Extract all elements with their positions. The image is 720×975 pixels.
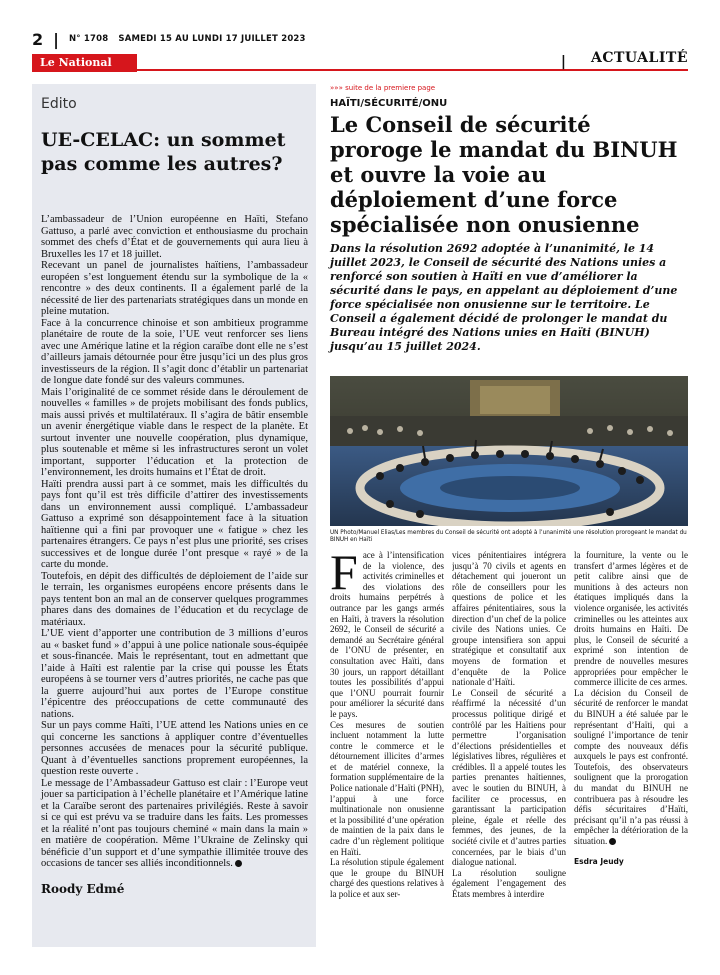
article-headline: Le Conseil de sécurité proroge le mandat du BINUH et ouvre la voie au déploiement d’une force spécialisée non onusienne: [330, 112, 678, 237]
issue-number: N° 1708: [68, 34, 109, 44]
section-label: ACTUALITÉ: [590, 50, 688, 66]
end-mark-icon: [235, 860, 242, 867]
brand-bar: [32, 50, 688, 72]
edito-paragraph: L’ambassadeur de l’Union européenne en Haïti, Stefano Gattuso, a parlé avec conviction et enthousiasme du prochain sommet des chefs d’État et de gouvernements qui aura lieu à Bruxelles les 17 et 18 juillet.: [41, 214, 308, 260]
red-rule: [137, 69, 688, 71]
article-column-2: [452, 550, 566, 948]
security-council-chamber-image: [330, 376, 688, 526]
article-paragraph: vices pénitentiaires intégrera jusqu’à 70 civils et agents en détachement qui joueront un rôle de conseillers pour les questions de police et les affaires pénitentiaires, sous la direction d’un chef de la police civile des Nations unies. Ce groupe intensifiera son appui stratégique et consultatif aux moyens de formation et d’enquête de la Police nationale d’Haïti.: [452, 550, 566, 688]
edito-paragraph-last: [41, 778, 308, 870]
page-header: [32, 30, 688, 48]
edito-kicker: Edito: [41, 96, 77, 112]
issue-date: SAMEDI 15 AU LUNDI 17 JUILLET 2023: [118, 34, 306, 44]
edito-body: [41, 214, 308, 870]
article-header: [330, 84, 688, 354]
edito-paragraph-text: Le message de l’Ambassadeur Gattuso est clair : l’Europe veut jouer sa participation à l’échelle planétaire et l’Amérique latine et la Caraïbe seront des partenaires privilégiés. Reste à savoir si ce qui est prévu va se traduire dans les faits. Les promesses et la réalité n’ont pas toujours cheminé « main dans la main » en matière de coopération. Même l’Ukraine de Zelinsky qui bénéficie d’un support et d’une sympathie illimitée trouve des occasions de tancer ses alliés inconditionnels.: [41, 777, 308, 869]
article-rubric: HAÏTI/SÉCURITÉ/ONU: [330, 98, 448, 109]
article-paragraph-last: [574, 688, 688, 847]
end-mark-icon: [609, 838, 616, 845]
edito-title: UE-CELAC: un sommet pas comme les autres?: [41, 129, 286, 175]
article-paragraph: ace à l’intensification de la violence, des activités criminelles et des violations des droits humains perpétrés à outrance par les gangs armés en Haïti, à travers la résolution 2692, le Conseil de sécurité a demandé au Secrétaire général de l’ONU de présenter, en consultation avec Haïti, dans 30 jours, un rapport détaillant toutes les possibilités d’appui que l’ONU pourrait fournir pour améliorer la sécurité dans le pays.: [330, 550, 444, 719]
edito-author: Roody Edmé: [41, 881, 125, 896]
article-paragraph: Ces mesures de soutien incluent notamment la lutte contre le commerce et le détournement illicites d’armes et de matériel connexe, la formation supplémentaire de la Police nationale d’Haïti (PNH), l’appui à une force multinationale non onusienne et la possibilité d’une opération de maintien de la paix dans le cadre d’un règlement politique en Haïti.: [330, 719, 444, 857]
edito-paragraph: Toutefois, en dépit des difficultés de déploiement de l’aide sur le terrain, les organismes européens encore présents dans le pays tentent bon an mal an de conserver quelques programmes phares dans des domaines de l’éducation et du recyclage de matériaux.: [41, 570, 308, 628]
edito-paragraph: Recevant un panel de journalistes haïtiens, l’ambassadeur européen s’est longuement étendu sur la symbolique de la « rencontre » des deux continents. Il a également parlé de la nécessité de lier des partenariats stratégiques dans un monde en pleine mutation.: [41, 260, 308, 317]
article-paragraph: La résolution souligne également l’engagement des États membres à interdire: [452, 867, 566, 899]
page-number: 2: [32, 29, 44, 49]
article-column-3: [574, 550, 688, 948]
article-paragraph: La résolution stipule également que le groupe du BINUH chargé des questions relatives à la police et aux ser-: [330, 857, 444, 899]
article-signature: Esdra Jeudy: [574, 856, 624, 866]
edito-box: [32, 84, 316, 947]
article-paragraph: la fourniture, la vente ou le transfert d’armes légères et de petit calibre ainsi que de munitions à des acteurs non étatiques impliqués dans la violence organisée, les activités criminelles ou les atteintes aux droits humains en Haïti. De plus, le Conseil de sécurité a exprimé son intention de prendre de nouvelles mesures appropriées pour empêcher le commerce illicite de ces armes.: [574, 550, 688, 688]
article-columns: [330, 550, 688, 948]
continued-note: »»» suite de la premiere page: [330, 84, 436, 92]
edito-paragraph: Mais l’originalité de ce sommet réside dans le déroulement de nouvelles « familles » de projets mobilisant des fonds publics, mais aussi privés et multilatéraux. Il s’agira de bâtir ensemble un avenir énergétique viable dans le respect de la planète. Et surtout inventer une nouvelle coopération, plus dynamique, plus soutenable et même si les infrastructures seront un volet important, supporter l’éducation et la protection de l’environnement, les droits humains et l’État de droit.: [41, 386, 308, 478]
article-photo: [330, 376, 688, 526]
drop-cap: F: [330, 550, 358, 600]
edito-paragraph: Sur un pays comme Haïti, l’UE attend les Nations unies en ce qui concerne les sanctions à appliquer contre d’éventuelles personnes accusées de menaces pour la sécurité publique. Quant à d’éventuelles sanctions proprement européennes, la question reste ouverte .: [41, 720, 308, 777]
article-column-1: [330, 550, 444, 948]
header-separator: |: [53, 29, 59, 49]
edito-paragraph: L’UE vient d’apporter une contribution de 3 millions d’euros au « basket fund » d’appui à une police nationale sous-équipée et sous-financée. Mais le représentant, tout en admettant que l’aide à Haïti est ralentie par la crise qui pousse les États européens à se tourner vers d’autres priorités, ne cache pas que la guerre aujourd’hui aux portes de l’Europe constitue l’épicentre des préoccupations de cette communauté des nations.: [41, 628, 308, 720]
article-lede: Dans la résolution 2692 adoptée à l’unanimité, le 14 juillet 2023, le Conseil de sécurité des Nations unies a renforcé son soutien à Haïti en vue d’améliorer la sécurité dans le pays, en appelant au déploiement d’une force spécialisée non onusienne sur le territoire. Le Conseil a également décidé de prolonger le mandat du Bureau intégré des Nations unies en Haïti (BINUH) jusqu’au 15 juillet 2024.: [330, 242, 678, 353]
section-separator: |: [560, 54, 566, 70]
article-paragraph: Le Conseil de sécurité a réaffirmé la nécessité d’un processus politique dirigé et contrôlé par les Haïtiens pour permettre l’organisation d’élections présidentielles et législatives libres, régulières et crédibles. Il a appelé toutes les parties prenantes haïtiennes, avec le soutien du BINUH, à faciliter ce processus, en garantissant la participation pleine, égale et réelle des femmes, des jeunes, de la société civile et d’autres parties concernées, par le biais d’un dialogue national.: [452, 687, 566, 868]
edito-paragraph: Haïti prendra aussi part à ce sommet, mais les difficultés du pays font qu’il est très difficile d’attirer des investissements dans un environnement aussi compliqué. L’ambassadeur Gattuso a exprimé son désappointement face à la situation haïtienne qui a fini par provoquer une « fatigue » chez les partenaires étrangers. Ce pays n’est plus une priorité, ses crises successives et de longue durée l’ont presque « rayé » de la carte du monde.: [41, 478, 308, 570]
newspaper-logo: Le National: [32, 54, 137, 72]
article-paragraph-text: La décision du Conseil de sécurité de renforcer le mandat du BINUH a été saluée par le représentant d’Haïti, qui a souligné l’importance de tenir compte des nouveaux défis auxquels le pays est confronté. Toutefois, des observateurs soulignent que la prorogation du mandat du BINUH ne contribuera pas à résoudre les défis sécuritaires d’Haïti, précisant qu’il n’a pas réussi à empêcher la détérioration de la situation.: [574, 687, 688, 847]
edito-paragraph: Face à la concurrence chinoise et son ambitieux programme planétaire de route de la soie, l’UE veut renforcer ses liens avec une Amérique latine et la région caraïbe dont elle ne s’est d’ailleurs jamais détournée pour être jusqu’ici un des plus gros investisseurs de la région. Il s’agit donc d’établir un partenariat de longue date fondé sur des valeurs communes.: [41, 317, 308, 386]
photo-caption: UN Photo/Manuel Elias/Les membres du Conseil de sécurité ont adopté à l’unanimité une résolution prorogeant le mandat du BINUH en Haïti: [330, 530, 687, 543]
